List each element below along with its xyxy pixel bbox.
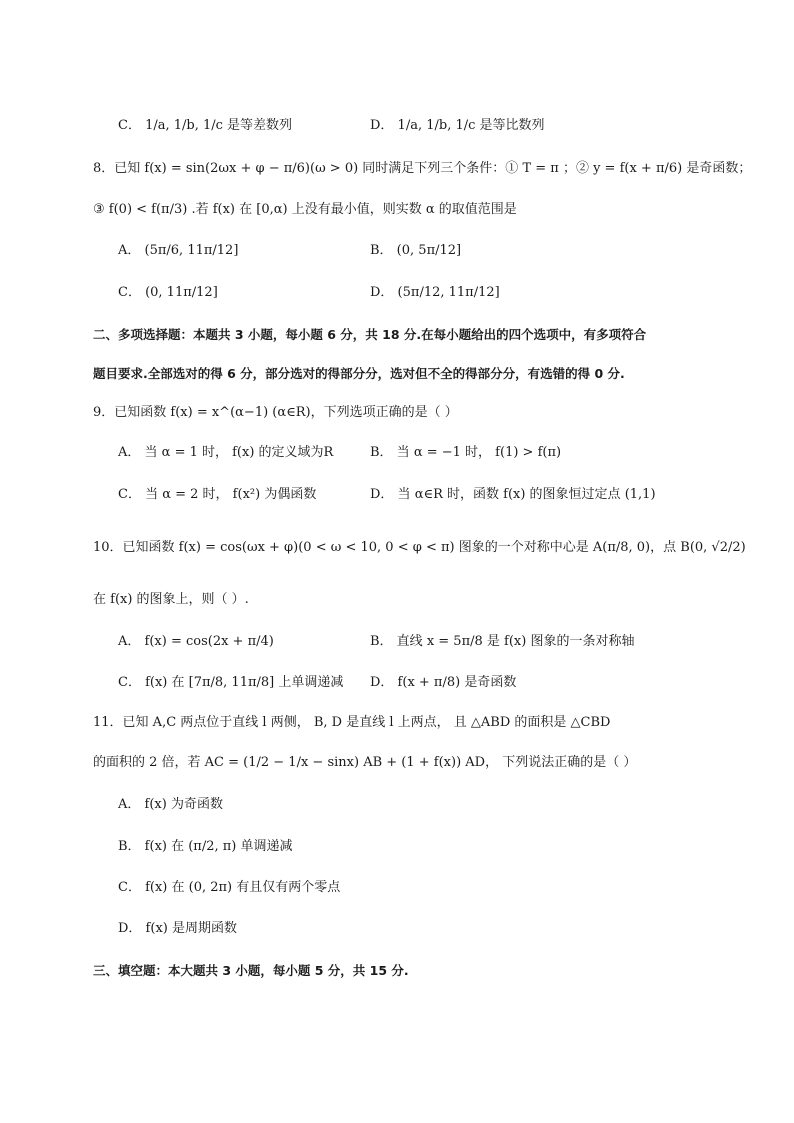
q11-stem-line1: 11．已知 A,C 两点位于直线 l 两侧， B, D 是直线 l 上两点， 且 △ABD 的面积是 △CBD xyxy=(93,715,611,730)
q11-stem-line2: 的面积的 2 倍，若 AC = (1/2 − 1/x − sinx) AB + (1 + f(x)) AD， 下列说法正确的是（ ） xyxy=(93,755,637,770)
q10-stem-line1: 10．已知函数 f(x) = cos(ωx + φ)(0 < ω < 10, 0 < φ < π) 图象的一个对称中心是 A(π/8, 0)，点 B(0, √2/2) xyxy=(93,540,746,555)
section3-heading: 三、填空题：本大题共 3 小题，每小题 5 分，共 15 分. xyxy=(93,963,409,978)
section2-heading-line1: 二、多项选择题：本题共 3 小题，每小题 6 分，共 18 分.在每小题给出的四个选项中，有多项符合 xyxy=(93,327,647,342)
q8-stem-line1: 8．已知 f(x) = sin(2ωx + φ − π/6)(ω > 0) 同时满足下列三个条件：① T = π ；② y = f(x + π/6) 是奇函数； xyxy=(93,161,752,176)
section2-heading-line2: 题目要求.全部选对的得 6 分，部分选对的得部分分，选对但不全的得部分分，有选错的得 0 分. xyxy=(93,366,625,381)
q11-option-b: B． f(x) 在 (π/2, π) 单调递减 xyxy=(118,839,293,854)
q9-option-c: C． 当 α = 2 时， f(x²) 为偶函数 xyxy=(118,487,317,502)
q9-option-d: D． 当 α∈R 时，函数 f(x) 的图象恒过定点 (1,1) xyxy=(370,487,656,502)
q8-option-d: D． (5π/12, 11π/12] xyxy=(370,285,500,300)
q7-option-c: C． 1/a, 1/b, 1/c 是等差数列 xyxy=(118,118,293,133)
q10-stem-line2: 在 f(x) 的图象上，则（ ）. xyxy=(93,592,249,607)
q8-stem-line2: ③ f(0) < f(π/3) .若 f(x) 在 [0,α) 上没有最小值，则实数 α 的取值范围是 xyxy=(93,202,517,217)
q8-option-b: B． (0, 5π/12] xyxy=(370,243,462,258)
q9-stem: 9．已知函数 f(x) = x^(α−1) (α∈R)，下列选项正确的是（ ） xyxy=(93,405,458,420)
q10-option-d: D． f(x + π/8) 是奇函数 xyxy=(370,675,517,690)
q10-option-a: A． f(x) = cos(2x + π/4) xyxy=(118,634,274,649)
q10-option-b: B． 直线 x = 5π/8 是 f(x) 图象的一条对称轴 xyxy=(370,634,635,649)
q8-option-c: C． (0, 11π/12] xyxy=(118,285,218,300)
q11-option-d: D． f(x) 是周期函数 xyxy=(118,921,237,936)
q9-option-a: A． 当 α = 1 时， f(x) 的定义域为R xyxy=(118,445,334,460)
q11-option-a: A． f(x) 为奇函数 xyxy=(118,797,223,812)
q10-option-c: C． f(x) 在 [7π/8, 11π/8] 上单调递减 xyxy=(118,675,344,690)
q7-option-d: D． 1/a, 1/b, 1/c 是等比数列 xyxy=(370,118,545,133)
q11-option-c: C． f(x) 在 (0, 2π) 有且仅有两个零点 xyxy=(118,880,341,895)
q8-option-a: A． (5π/6, 11π/12] xyxy=(118,243,239,258)
q9-option-b: B． 当 α = −1 时， f(1) > f(π) xyxy=(370,445,562,460)
